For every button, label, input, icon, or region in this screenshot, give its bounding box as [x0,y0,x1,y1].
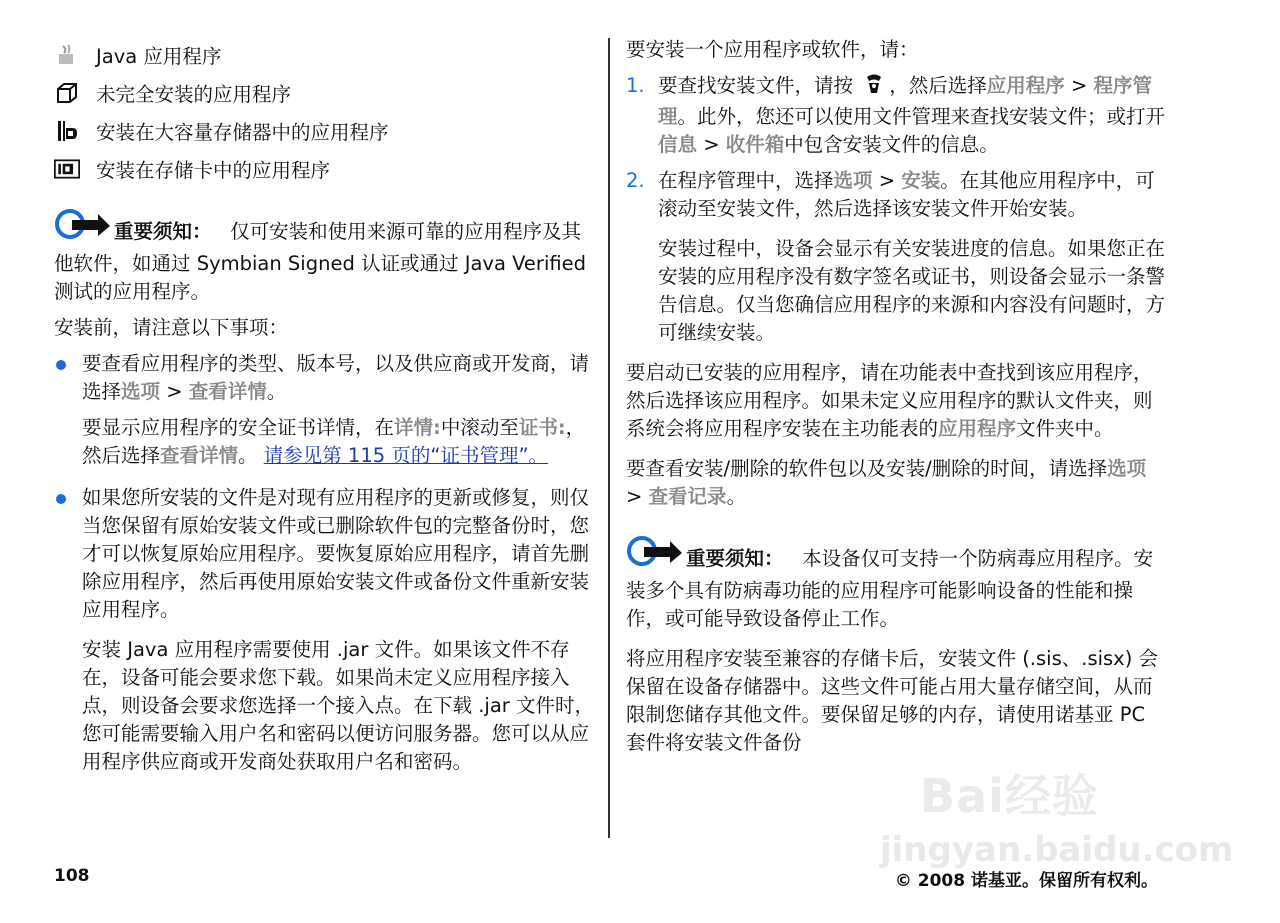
menu-option-label: 应用程序 [986,74,1065,97]
legend-label-memory-card: 安装在存储卡中的应用程序 [96,159,331,182]
bullet-text: 如果您所安装的文件是对现有应用程序的更新或修复，则仅当您保留有原始安装文件或已删除软件包的完整备份时，您才可以恢复原始应用程序。要恢复原始应用程序，请首先删除应用程序，然后再使用原始安装文件或备份文件重新安装应用程序。 [82,486,590,621]
java-app-icon [54,43,80,67]
step-text: ，然后选择 [889,74,987,97]
list-item [626,72,1166,159]
legend-row-mass-storage [54,112,594,150]
cert-management-link[interactable]: 请参见第 115 页的“证书管理”。 [263,444,549,467]
notice-title: 重要须知： [114,220,212,243]
notice-pointer-icon [626,533,682,577]
start-app-paragraph [626,359,1166,443]
menu-option-label: 信息 [658,133,698,156]
menu-option-label: 查看记录 [648,485,727,508]
paragraph-text: 要查看安装/删除的软件包以及安装/删除的时间，请选择 [626,457,1108,480]
bullet-text: 要查看应用程序的类型、版本号，以及供应商或开发商，请选择 [82,352,590,403]
notice-title: 重要须知： [686,547,784,570]
notice-body: 仅可安装和使用来源可靠的应用程序及其他软件，如通过 Symbian Signed 认证或通过 Java Verified 测试的应用程序。 [54,220,587,303]
important-notice [626,533,1166,633]
step-text: 。在其他应用程序中，可滚动至安装文件，然后选择该安装文件开始安装。 [658,169,1155,220]
list-item [54,350,594,406]
legend-row-memory-card [54,150,594,188]
bullet-icon [56,360,66,370]
sub-text: 中滚动至 [440,416,519,439]
menu-option-label: 查看详情 [160,444,239,467]
menu-separator: > [626,485,649,508]
page-number: 108 [54,866,90,886]
mass-storage-icon [54,119,80,143]
menu-separator: > [697,133,726,156]
storage-paragraph: 将应用程序安装至兼容的存储卡后，安装文件 (.sis、.sisx) 会保留在设备存储器中。这些文件可能占用大量存储空间，从而限制您储存其他文件。要保留足够的内存，请使用诺基亚 PC 套件将安装文件备份 [626,647,1159,754]
legend-label-mass-storage: 安装在大容量存储器中的应用程序 [96,121,389,144]
important-notice [54,206,594,306]
menu-option-label: 证书: [518,416,566,439]
bullet-subparagraph [54,414,594,470]
menu-separator: > [160,380,189,403]
before-install-text: 安装前，请注意以下事项： [54,316,289,339]
watermark-url: jingyan.baidu.com [880,830,1234,870]
legend-label-java: Java 应用程序 [96,45,222,68]
incomplete-install-icon [54,81,80,105]
memory-card-icon [54,157,80,181]
column-divider [608,38,610,838]
copyright-text: © 2008 诺基亚。保留所有权利。 [894,871,1158,891]
paragraph-text: 。 [726,485,747,508]
menu-separator: > [872,169,902,192]
step-subparagraph: 安装过程中，设备会显示有关安装进度的信息。如果您正在安装的应用程序没有数字签名或证书，则设备会显示一条警告信息。仅当您确信应用程序的来源和内容没有问题时，方可继续安装。 [658,237,1166,344]
sub-text: 。 [238,444,264,467]
watermark-logo: Bai经验 [920,769,1099,823]
legend-row-incomplete [54,74,594,112]
menu-option-label: 程序管理 [658,74,1153,128]
menu-option-label: 选项 [121,380,161,403]
menu-option-label: 应用程序 [938,417,1017,440]
menu-option-label: 选项 [833,169,873,192]
menu-option-label: 安装 [901,169,941,192]
view-log-paragraph [626,455,1166,511]
bullet-subparagraph: 安装 Java 应用程序需要使用 .jar 文件。如果该文件不存在，设备可能会要求您下载。如果尚未定义应用程序接入点，则设备会要求您选择一个接入点。在下载 .jar 文件时，您可能需要输入用户名和密码以便访问服务器。您可以从应用程序供应商或开发商处获取用户名和密码。 [82,638,594,773]
step-text: 中包含安装文件的信息。 [784,133,999,156]
step-number: 1. [626,74,645,97]
menu-key-icon [863,73,885,103]
list-item [626,167,1166,223]
menu-option-label: 选项 [1107,457,1147,480]
sub-text: 要显示应用程序的安全证书详情，在 [82,416,395,439]
bullet-icon [56,494,66,504]
notice-pointer-icon [54,206,110,250]
sub-text: ，然后选择 [82,416,586,467]
paragraph-text: 要启动已安装的应用程序，请在功能表中查找到该应用程序，然后选择该应用程序。如果未定义应用程序的默认文件夹，则系统会将应用程序安装在主功能表的 [626,361,1153,440]
left-column [54,36,594,776]
step-text: 。此外，您还可以使用文件管理来查找安装文件；或打开 [677,105,1166,128]
install-intro: 要安装一个应用程序或软件，请： [626,38,919,61]
right-column [626,36,1166,757]
list-item [54,484,594,624]
step-text: 要查找安装文件，请按 [658,74,854,97]
legend-row-java [54,36,594,74]
step-text: 在程序管理中，选择 [658,169,834,192]
menu-option-label: 查看详情 [188,380,267,403]
bullet-text: 。 [266,380,287,403]
menu-separator: > [1064,74,1094,97]
notice-body: 本设备仅可支持一个防病毒应用程序。安装多个具有防病毒功能的应用程序可能影响设备的性能和操作，或可能导致设备停止工作。 [626,547,1154,630]
menu-option-label: 收件箱 [725,133,785,156]
legend-label-incomplete: 未完全安装的应用程序 [96,83,292,106]
step-number: 2. [626,169,645,192]
menu-option-label: 详情: [394,416,441,439]
paragraph-text: 文件夹中。 [1016,417,1114,440]
